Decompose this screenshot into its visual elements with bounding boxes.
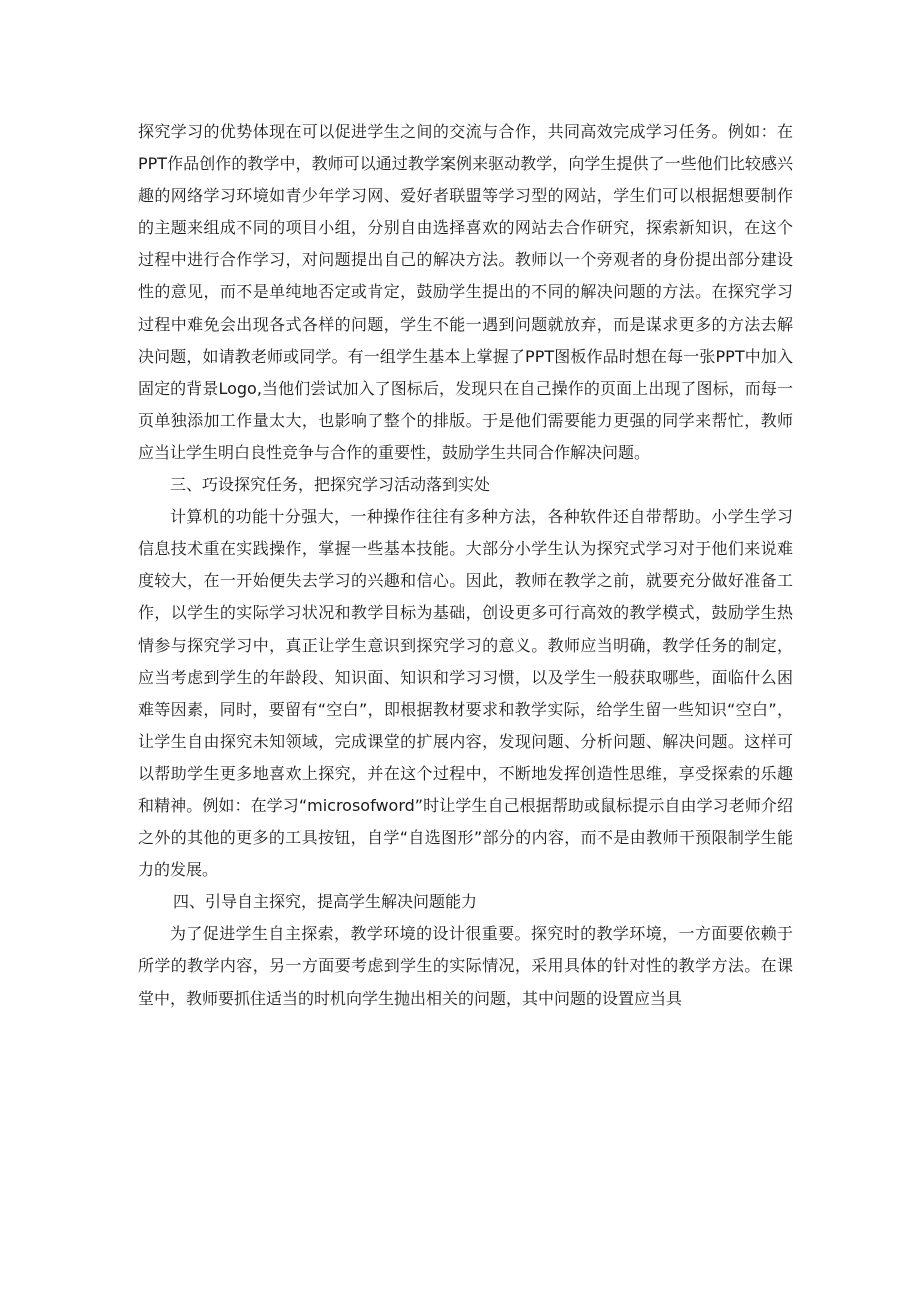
paragraph-autonomous-inquiry: 为了促进学生自主探索，教学环境的设计很重要。探究时的教学环境，一方面要依赖于所学的教学内容，另一方面要考虑到学生的实际情况，采用具体的针对性的教学方法。在课堂中，教师要抓住适当的时机向学生抛出相关的问题，其中问题的设置应当具: [138, 924, 793, 1008]
section-heading-4: 四、引导自主探究，提高学生解决问题能力: [173, 892, 478, 912]
paragraph-cooperation-example: 探究学习的优势体现在可以促进学生之间的交流与合作，共同高效完成学习任务。例如：在PPT作品创作的教学中，教师可以通过教学案例来驱动教学，向学生提供了一些他们比较感兴趣的网络学习环境如青少年学习网、爱好者联盟等学习型的网站，学生们可以根据想要制作的主题来组成不同的项目小组，分别自由选择喜欢的网站去合作研究，探索新知识，在这个过程中进行合作学习，对问题提出自己的解决方法。教师以一个旁观者的身份提出部分建设性的意见，而不是单纯地否定或肯定，鼓励学生提出的不同的解决问题的方法。在探究学习过程中难免会出现各式各样的问题，学生不能一遇到问题就放弃，而是谋求更多的方法去解决问题，如请教老师或同学。有一组学生基本上掌握了PPT图板作品时想在每一张PPT中加入固定的背景Logo,当他们尝试加入了图标后，发现只在自己操作的页面上出现了图标，而每一页单独添加工作量太大，也影响了整个的排版。于是他们需要能力更强的同学来帮忙，教师应当让学生明白良性竞争与合作的重要性，鼓励学生共同合作解决问题。: [138, 122, 793, 462]
paragraph-inquiry-tasks: 计算机的功能十分强大，一种操作往往有多种方法，各种软件还自带帮助。小学生学习信息技术重在实践操作，掌握一些基本技能。大部分小学生认为探究式学习对于他们来说难度较大，在一开始便失去学习的兴趣和信心。因此，教师在教学之前，就要充分做好准备工作，以学生的实际学习状况和教学目标为基础，创设更多可行高效的教学模式，鼓励学生热情参与探究学习中，真正让学生意识到探究学习的意义。教师应当明确，教学任务的制定，应当考虑到学生的年龄段、知识面、知识和学习习惯，以及学生一般获取哪些，面临什么困难等因素，同时，要留有“空白”，即根据教材要求和教学实际，给学生留一些知识“空白”，让学生自由探究未知领域，完成课堂的扩展内容，发现问题、分析问题、解决问题。这样可以帮助学生更多地喜欢上探究，并在这个过程中，不断地发挥创造性思维，享受探索的乐趣和精神。例如：在学习“microsofword”时让学生自己根据帮助或鼠标提示自由学习老师介绍之外的其他的更多的工具按钮，自学“自选图形”部分的内容，而不是由教师干预限制学生能力的发展。: [138, 507, 793, 880]
section-heading-3: 三、巧设探究任务，把探究学习活动落到实处: [170, 475, 491, 495]
document-body: [138, 116, 793, 1015]
